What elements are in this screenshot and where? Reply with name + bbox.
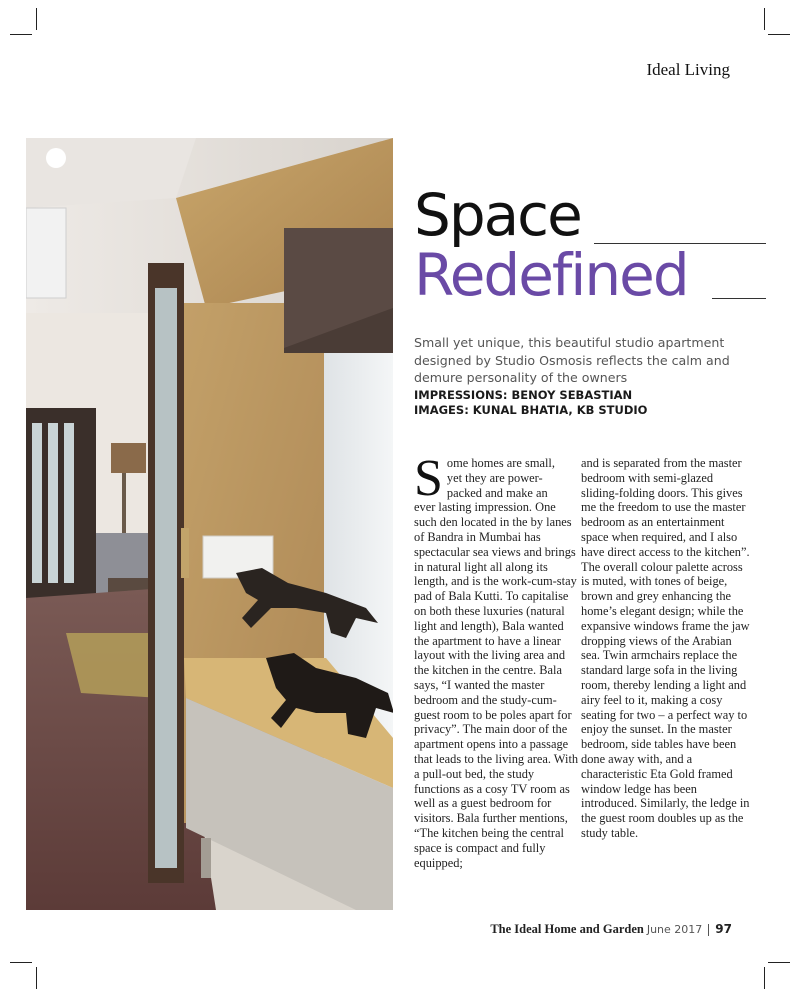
body-column-2 bbox=[581, 456, 751, 841]
images-credit: IMAGES: KUNAL BHATIA, KB STUDIO bbox=[414, 403, 648, 417]
interior-photo bbox=[26, 138, 393, 910]
headline-rule bbox=[712, 298, 766, 299]
crop-mark bbox=[764, 8, 765, 30]
crop-mark bbox=[768, 34, 790, 35]
headline-line-2: Redefined bbox=[414, 246, 766, 308]
crop-mark bbox=[36, 8, 37, 30]
crop-mark bbox=[36, 967, 37, 989]
page-number: 97 bbox=[715, 922, 732, 936]
crop-mark bbox=[764, 967, 765, 989]
headline bbox=[414, 181, 766, 309]
section-label: Ideal Living bbox=[646, 60, 730, 79]
crop-mark bbox=[768, 962, 790, 963]
magazine-name: The Ideal Home and Garden bbox=[490, 922, 644, 936]
drop-cap: S bbox=[414, 450, 443, 507]
crop-mark bbox=[10, 962, 32, 963]
credits bbox=[414, 388, 766, 418]
footer-divider bbox=[708, 924, 709, 936]
body-text-1: ome homes are small, yet they are power- packed and make an ever lasting impression. One such den located in the by lanes of Bandra in Mumbai has spectacular sea views and brings in natural light all along its length, and is the work-cum-stay pad of Bala Kutti. To capitalise on both these luxuries (natural light and length), Bala wanted the apartment to have a linear layout with the living area and the kitchen in the centre. Bala says, “I wanted the master bedroom and the study-cum-guest room to be poles apart for privacy”. The main door of the apartment opens into a passage that leads to the living area. With a pull-out bed, the study functions as a cosy TV room as well as a guest bedroom for visitors. Bala further mentions, “The kitchen being the central space is compact and fully equipped; bbox=[414, 456, 579, 870]
issue-date: June 2017 bbox=[646, 923, 703, 936]
deck-intro: Small yet unique, this beautiful studio apartment designed by Studio Osmosis reflects the calm and demure personality of the owners bbox=[414, 335, 730, 385]
body-column-1 bbox=[414, 450, 580, 870]
body-text-2: and is separated from the master bedroom with semi-glazed sliding-folding doors. This gives me the freedom to use the master bedroom as an entertainment space when required, and I also have direct access to the kitchen”. The overall colour palette across is muted, with tones of beige, brown and grey enhancing the home’s elegant design; while the expansive windows frame the jaw dropping views of the Arabian sea. Twin armchairs replace the standard large sofa in the living room, thereby lending a light and airy feel to it, making a cosy seating for two – a perfect way to enjoy the sunset. In the master bedroom, side tables have been done away with, and a characteristic Eta Gold framed window ledge has been introduced. Similarly, the ledge in the guest room doubles up as the study table. bbox=[581, 456, 750, 840]
headline-line-1: Space bbox=[414, 186, 766, 246]
crop-mark bbox=[10, 34, 32, 35]
page-footer bbox=[450, 922, 732, 937]
impressions-credit: IMPRESSIONS: BENOY SEBASTIAN bbox=[414, 388, 633, 402]
